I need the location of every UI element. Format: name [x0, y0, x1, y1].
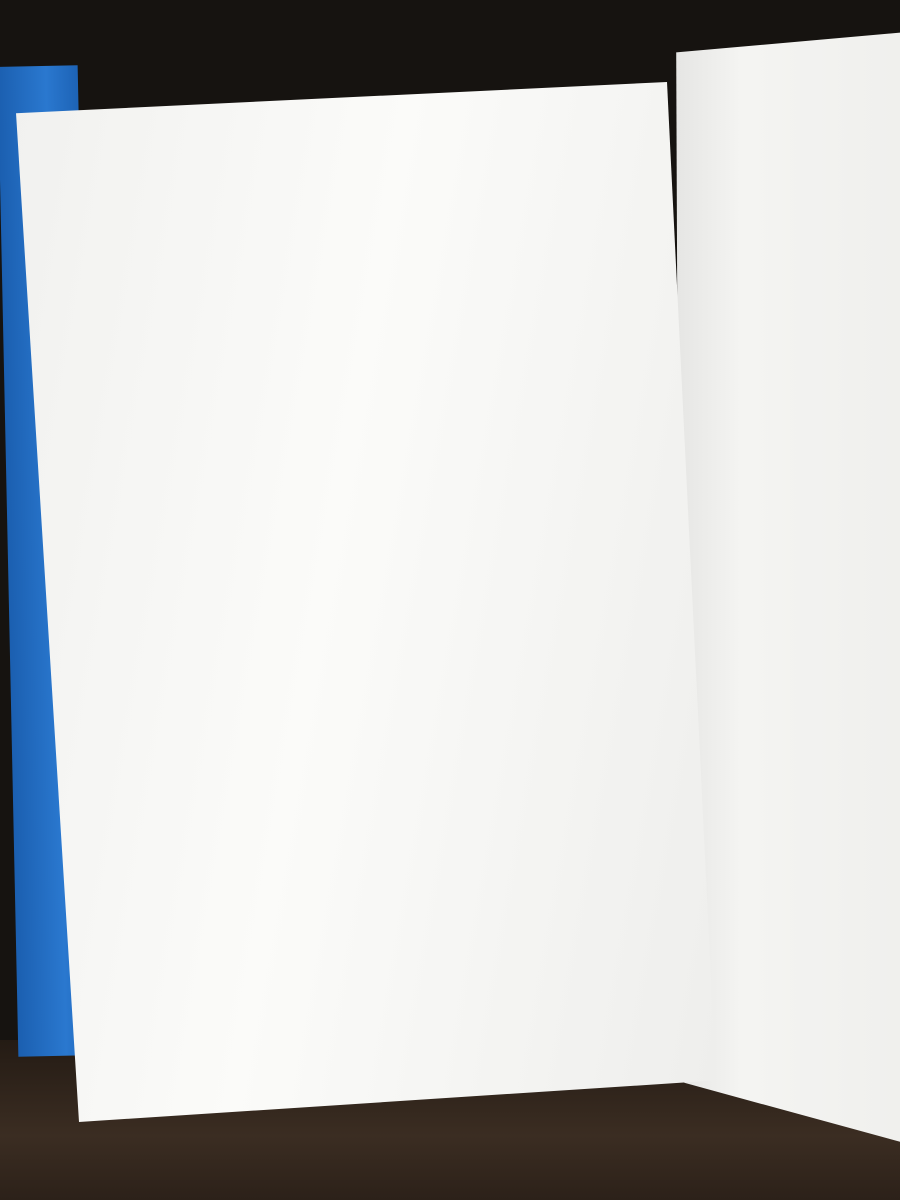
- left-page: [16, 82, 716, 1122]
